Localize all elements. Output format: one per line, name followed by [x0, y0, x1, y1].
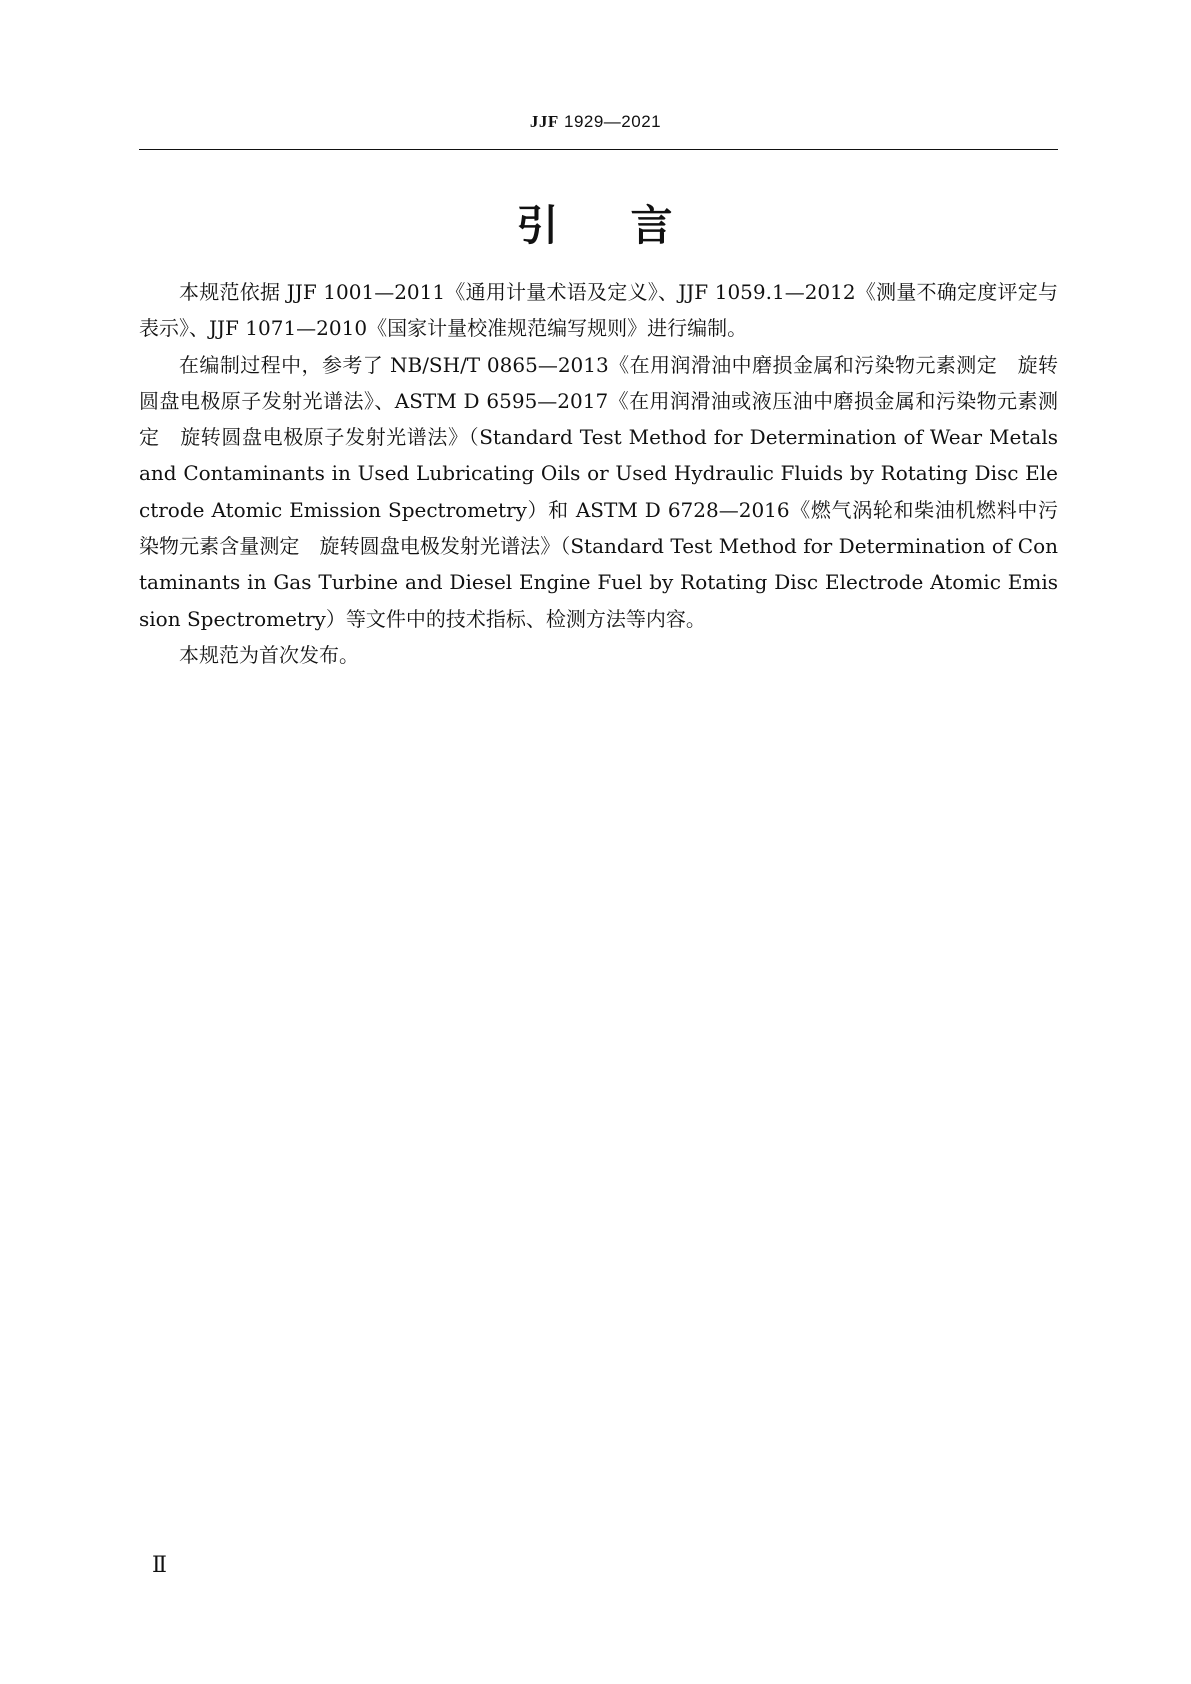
header-divider: [139, 149, 1058, 150]
paragraph-references: 在编制过程中，参考了 NB/SH/T 0865—2013《在用润滑油中磨损金属和污染物元素测定 旋转圆盘电极原子发射光谱法》、ASTM D 6595—2017《在用润滑油或液压油中磨损金属和污染物元素测定 旋转圆盘电极原子发射光谱法》（Standard Test Method for Determination of Wear Metals and Contaminants in Used Lubricating Oils or Used Hydraulic Fluids by Rotating Disc Electrode Atomic Emission Spectrometry）和 ASTM D 6728—2016《燃气涡轮和柴油机燃料中污染物元素含量测定 旋转圆盘电极发射光谱法》（Standard Test Method for Determination of Contaminants in Gas Turbine and Diesel Engine Fuel by Rotating Disc Electrode Atomic Emission Spectrometry）等文件中的技术指标、检测方法等内容。: [139, 352, 1058, 631]
section-title: [0, 193, 1191, 253]
paragraph-basis: 本规范依据 JJF 1001—2011《通用计量术语及定义》、JJF 1059.1—2012《测量不确定度评定与表示》、JJF 1071—2010《国家计量校准规范编写规则》进行编制。: [139, 280, 1058, 341]
running-header: [0, 112, 1191, 132]
paragraph-first-release: 本规范为首次发布。: [179, 642, 359, 667]
header-standard-number: 1929—2021: [563, 112, 662, 131]
section-title-char-2: 言: [630, 201, 675, 250]
page-number: Ⅱ: [152, 1552, 167, 1577]
section-title-char-1: 引: [516, 201, 561, 250]
foreword-body: [139, 274, 1058, 673]
header-standard-prefix: JJF: [529, 112, 559, 131]
